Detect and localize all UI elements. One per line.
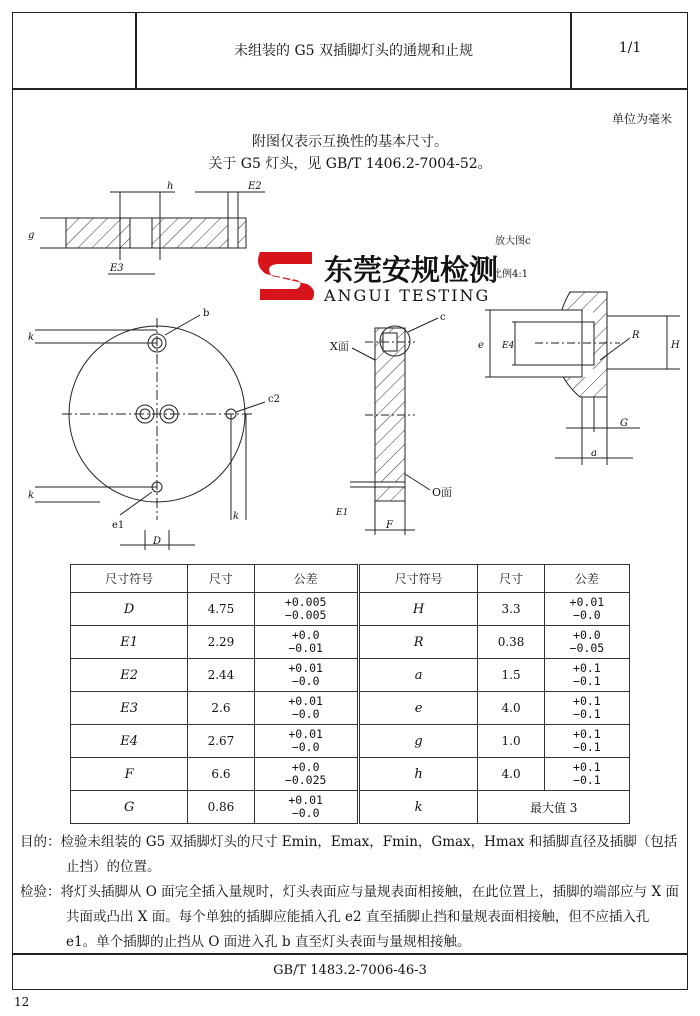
svg-text:k: k xyxy=(28,490,35,501)
svg-text:E3: E3 xyxy=(110,263,124,274)
detail-c-view xyxy=(478,234,680,465)
svg-text:a: a xyxy=(591,448,597,459)
svg-text:F: F xyxy=(386,520,393,531)
page-count: 1/1 xyxy=(618,40,642,56)
svg-text:东莞安规检测: 东莞安规检测 xyxy=(324,253,499,287)
document-title: 未组装的 G5 双插脚灯头的通规和止规 xyxy=(234,43,473,59)
table-row: E3 2.6 +0.01 −0.0 e 4.0 +0.1 −0.1 xyxy=(71,692,630,725)
svg-text:E4: E4 xyxy=(502,341,515,351)
svg-text:g: g xyxy=(28,230,35,241)
front-disk-view xyxy=(28,308,280,550)
svg-text:k: k xyxy=(28,332,35,343)
svg-text:E1: E1 xyxy=(336,508,349,518)
svg-text:ANGUI TESTING: ANGUI TESTING xyxy=(324,286,491,305)
table-row: E4 2.67 +0.01 −0.0 g 1.0 +0.1 −0.1 xyxy=(71,725,630,758)
side-section-view xyxy=(28,181,265,274)
svg-text:h: h xyxy=(167,181,174,192)
table-row: E2 2.44 +0.01 −0.0 a 1.5 +0.1 −0.1 xyxy=(71,659,630,692)
svg-text:放大图c: 放大图c xyxy=(495,236,531,247)
check-paragraph: 检验：将灯头插脚从 O 面完全插入量规时，灯头表面应与量规表面相接触，在此位置上，插脚的端部应与 X 面共面或凸出 X 面。每个单独的插脚应能插入孔 e2 直至插脚止挡和量规表面相接触，但不应插入孔 e1。单个插脚的止挡从 O 面进入孔 b 直至灯头表面与量规相接触。 xyxy=(20,884,679,950)
svg-text:e: e xyxy=(478,340,484,351)
svg-text:G: G xyxy=(620,418,628,429)
svg-text:b: b xyxy=(203,308,210,319)
svg-text:H: H xyxy=(671,340,680,351)
svg-text:c2: c2 xyxy=(268,394,280,405)
svg-text:R: R xyxy=(632,330,640,341)
footer-rule xyxy=(12,953,688,955)
table-header-row: 尺寸符号 尺寸 公差 尺寸符号 尺寸 公差 xyxy=(71,565,630,593)
table-row: F 6.6 +0.0 −0.025 h 4.0 +0.1 −0.1 xyxy=(71,758,630,791)
gauge-side-view xyxy=(330,312,452,535)
svg-text:e1: e1 xyxy=(112,520,125,531)
purpose-paragraph: 目的：检验未组装的 G5 双插脚灯头的尺寸 Emin，Emax，Fmin，Gmax，Hmax 和插脚直径及插脚（包括止挡）的位置。 xyxy=(20,834,678,875)
dimension-table xyxy=(70,564,630,824)
svg-text:D: D xyxy=(153,536,162,547)
table-row: G 0.86 +0.01 −0.0 k 最大值 3 xyxy=(71,791,630,824)
note-line: 关于 G5 灯头，见 GB/T 1406.2-7004-52。 xyxy=(208,156,492,172)
watermark-logo xyxy=(252,244,499,310)
table-row: D 4.75 +0.005 −0.005 H 3.3 +0.01 −0.0 xyxy=(71,593,630,626)
svg-text:k: k xyxy=(233,511,240,522)
svg-text:X面: X面 xyxy=(330,340,349,353)
note-line: 附图仅表示互换性的基本尺寸。 xyxy=(252,134,448,150)
svg-text:O面: O面 xyxy=(432,486,453,499)
page-number: 12 xyxy=(14,995,30,1009)
unit-note: 单位为毫米 xyxy=(611,112,672,126)
table-row: E1 2.29 +0.0 −0.01 R 0.38 +0.0 −0.05 xyxy=(71,626,630,659)
svg-text:E2: E2 xyxy=(248,181,262,192)
svg-text:c: c xyxy=(440,312,446,323)
standard-code: GB/T 1483.2-7006-46-3 xyxy=(273,963,427,978)
svg-text:比例4:1: 比例4:1 xyxy=(492,269,529,280)
